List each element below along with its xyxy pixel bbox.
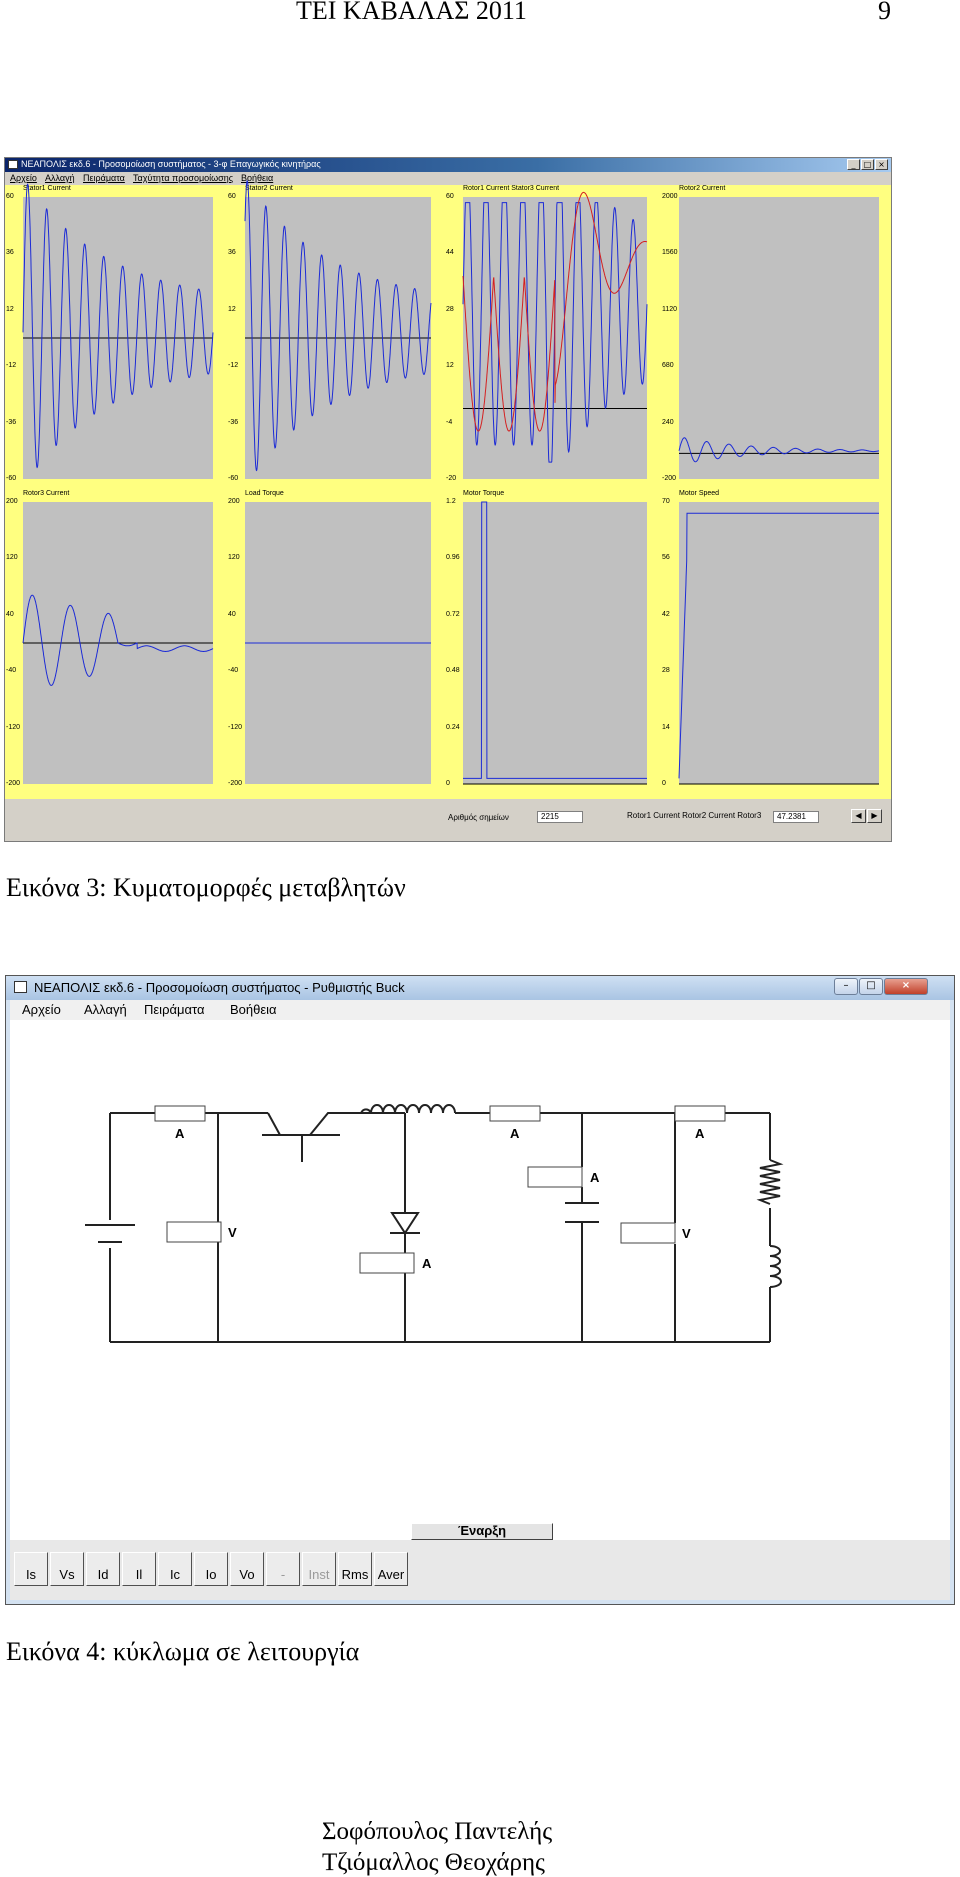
- close-button[interactable]: ×: [884, 978, 928, 995]
- y-tick-label: 120: [228, 554, 240, 562]
- plot-area: [23, 197, 213, 479]
- panel-title: Rotor2 Current: [679, 185, 726, 192]
- ammeter-box: [360, 1253, 414, 1273]
- waveform-panel: [5, 490, 225, 792]
- y-tick-label: 40: [6, 610, 14, 618]
- series-label: Rotor1 Current Rotor2 Current Rotor3: [627, 811, 762, 820]
- y-tick-label: 12: [6, 305, 14, 313]
- toolbar-button-aver[interactable]: Aver: [374, 1552, 408, 1586]
- ammeter-box: [528, 1167, 582, 1187]
- y-tick-label: 42: [662, 610, 670, 618]
- buck-window: [5, 975, 955, 1605]
- toolbar-button-io[interactable]: Io: [194, 1552, 228, 1586]
- minimize-button[interactable]: _: [847, 159, 860, 170]
- voltmeter-box: [167, 1222, 221, 1242]
- y-tick-label: 12: [228, 305, 236, 313]
- y-tick-label: -120: [228, 723, 243, 731]
- ammeter-box: [155, 1106, 205, 1121]
- y-tick-label: 680: [662, 362, 674, 370]
- menu-file[interactable]: Αρχείο: [22, 1002, 61, 1017]
- y-tick-label: 120: [6, 554, 18, 562]
- panel-title: Rotor3 Current: [23, 490, 70, 497]
- y-tick-label: 40: [228, 610, 236, 618]
- waveform-window: [4, 157, 892, 842]
- y-tick-label: 200: [6, 498, 18, 505]
- menu-experiments[interactable]: Πειράματα: [83, 173, 125, 183]
- y-tick-label: 200: [228, 498, 240, 505]
- window-title: ΝΕΑΠΟΛΙΣ εκδ.6 - Προσομοίωση συστήματος - 3-φ Επαγωγικός κινητήρας: [21, 159, 321, 169]
- panel-title: Motor Speed: [679, 490, 720, 497]
- y-tick-label: 1560: [662, 249, 678, 257]
- toolbar-button-ic[interactable]: Ic: [158, 1552, 192, 1586]
- y-tick-label: 28: [662, 667, 670, 675]
- figure3-caption: Εικόνα 3: Κυματομορφές μεταβλητών: [6, 873, 406, 902]
- toolbar-button-vs[interactable]: Vs: [50, 1552, 84, 1586]
- scroll-right-button[interactable]: ▶: [867, 809, 882, 823]
- waveform-panel: [5, 185, 225, 487]
- waveform-panel: [445, 185, 659, 487]
- voltmeter-label: V: [228, 1225, 237, 1240]
- toolbar-button-il[interactable]: Il: [122, 1552, 156, 1586]
- toolbar-button-is[interactable]: Is: [14, 1552, 48, 1586]
- menu-file[interactable]: Αρχείο: [10, 173, 37, 183]
- page-number: 9: [878, 0, 891, 25]
- ammeter-box: [675, 1106, 725, 1121]
- ammeter-box: [490, 1106, 540, 1121]
- panel-title: Rotor1 Current Stator3 Current: [463, 185, 560, 192]
- ammeter-label: A: [422, 1256, 432, 1271]
- y-tick-label: -40: [6, 667, 17, 675]
- y-tick-label: 44: [446, 249, 454, 257]
- y-tick-label: -200: [6, 780, 21, 787]
- y-tick-label: 12: [446, 362, 454, 370]
- ammeter-label: A: [695, 1126, 705, 1141]
- toolbar: [10, 1540, 950, 1600]
- plot-area: [23, 502, 213, 784]
- y-tick-label: 36: [228, 249, 236, 257]
- y-tick-label: -12: [6, 362, 17, 370]
- y-tick-label: 0.72: [446, 610, 460, 618]
- waveform-panel: [227, 185, 443, 487]
- author-1: Σοφόπουλος Παντελής: [322, 1818, 553, 1845]
- ammeter-label: A: [175, 1126, 185, 1141]
- title-bar: [5, 158, 891, 172]
- start-button[interactable]: Έναρξη: [411, 1523, 553, 1540]
- y-tick-label: 1120: [662, 305, 678, 313]
- toolbar-button-id[interactable]: Id: [86, 1552, 120, 1586]
- y-tick-label: 56: [662, 554, 670, 562]
- toolbar-button-rms[interactable]: Rms: [338, 1552, 372, 1586]
- value-field[interactable]: 47.2381: [773, 811, 819, 823]
- y-tick-label: -200: [662, 475, 677, 482]
- waveform-panel: [661, 490, 891, 792]
- maximize-button[interactable]: □: [859, 978, 883, 995]
- y-tick-label: -120: [6, 723, 21, 731]
- panel-title: Load Torque: [245, 490, 284, 497]
- header-title: ΤΕΙ ΚΑΒΑΛΑΣ 2011: [296, 0, 527, 25]
- y-tick-label: 2000: [662, 193, 678, 200]
- scroll-left-button[interactable]: ◀: [851, 809, 866, 823]
- y-tick-label: 60: [6, 193, 14, 200]
- waveform-panel: [227, 490, 443, 792]
- y-tick-label: 70: [662, 498, 670, 505]
- y-tick-label: -40: [228, 667, 239, 675]
- y-tick-label: 36: [6, 249, 14, 257]
- y-tick-label: 28: [446, 305, 454, 313]
- waveform-panel: [445, 490, 659, 792]
- y-tick-label: -60: [228, 475, 239, 482]
- y-tick-label: 240: [662, 418, 674, 426]
- buck-circuit-diagram: [10, 1020, 950, 1540]
- y-tick-label: -200: [228, 780, 243, 787]
- y-tick-label: 0: [446, 780, 450, 787]
- ammeter-label: A: [590, 1170, 600, 1185]
- y-tick-label: 60: [446, 193, 454, 200]
- y-tick-label: -12: [228, 362, 239, 370]
- toolbar-button-dash[interactable]: -: [266, 1552, 300, 1586]
- voltmeter-label: V: [682, 1226, 691, 1241]
- title-bar: [6, 976, 954, 1000]
- menu-bar: [5, 172, 891, 185]
- y-tick-label: 14: [662, 723, 670, 731]
- plots-area: [5, 185, 891, 799]
- y-tick-label: 0.24: [446, 723, 460, 731]
- menu-sim-speed[interactable]: Ταχύτητα προσομοίωσης: [133, 173, 234, 183]
- menu-help[interactable]: Βοήθεια: [230, 1002, 277, 1017]
- y-tick-label: -20: [446, 475, 457, 482]
- plot-area: [679, 197, 879, 479]
- panel-title: Stator1 Current: [23, 185, 71, 192]
- menu-experiments[interactable]: Πειράματα: [144, 1002, 205, 1017]
- maximize-button[interactable]: □: [861, 159, 874, 170]
- voltmeter-box: [621, 1223, 675, 1243]
- app-icon: [8, 160, 18, 169]
- app-icon: [14, 981, 27, 993]
- ammeter-label: A: [510, 1126, 520, 1141]
- plot-area: [245, 197, 431, 479]
- menu-help[interactable]: Βοήθεια: [241, 173, 274, 183]
- panel-title: Stator2 Current: [245, 185, 293, 192]
- y-tick-label: 0.48: [446, 667, 460, 675]
- menu-change[interactable]: Αλλαγή: [84, 1002, 127, 1017]
- minimize-button[interactable]: –: [834, 978, 858, 995]
- plot-area: [245, 502, 431, 784]
- y-tick-label: -60: [6, 475, 17, 482]
- toolbar-button-vo[interactable]: Vo: [230, 1552, 264, 1586]
- panel-title: Motor Torque: [463, 490, 505, 497]
- figure4-caption: Εικόνα 4: κύκλωμα σε λειτουργία: [6, 1637, 360, 1666]
- window-title: ΝΕΑΠΟΛΙΣ εκδ.6 - Προσομοίωση συστήματος - Ρυθμιστής Buck: [34, 980, 405, 995]
- y-tick-label: 0: [662, 780, 666, 787]
- points-field[interactable]: 2215: [537, 811, 583, 823]
- toolbar-button-inst[interactable]: Inst: [302, 1552, 336, 1586]
- circuit-canvas: [10, 1020, 950, 1540]
- plot-area: [463, 502, 647, 784]
- plot-area: [463, 197, 647, 479]
- status-bar: [5, 799, 891, 841]
- waveform-panel: [661, 185, 891, 487]
- close-button[interactable]: ×: [875, 159, 888, 170]
- y-tick-label: -36: [228, 418, 239, 426]
- points-label: Αριθμός σημείων: [448, 813, 509, 822]
- y-tick-label: 0.96: [446, 554, 460, 562]
- menu-bar: [10, 1000, 950, 1020]
- author-2: Τζιόμαλλος Θεοχάρης: [322, 1849, 545, 1876]
- y-tick-label: 60: [228, 193, 236, 200]
- y-tick-label: 1.2: [446, 498, 456, 505]
- menu-change[interactable]: Αλλαγή: [45, 173, 75, 183]
- y-tick-label: -36: [6, 418, 17, 426]
- y-tick-label: -4: [446, 418, 453, 426]
- plot-area: [679, 502, 879, 784]
